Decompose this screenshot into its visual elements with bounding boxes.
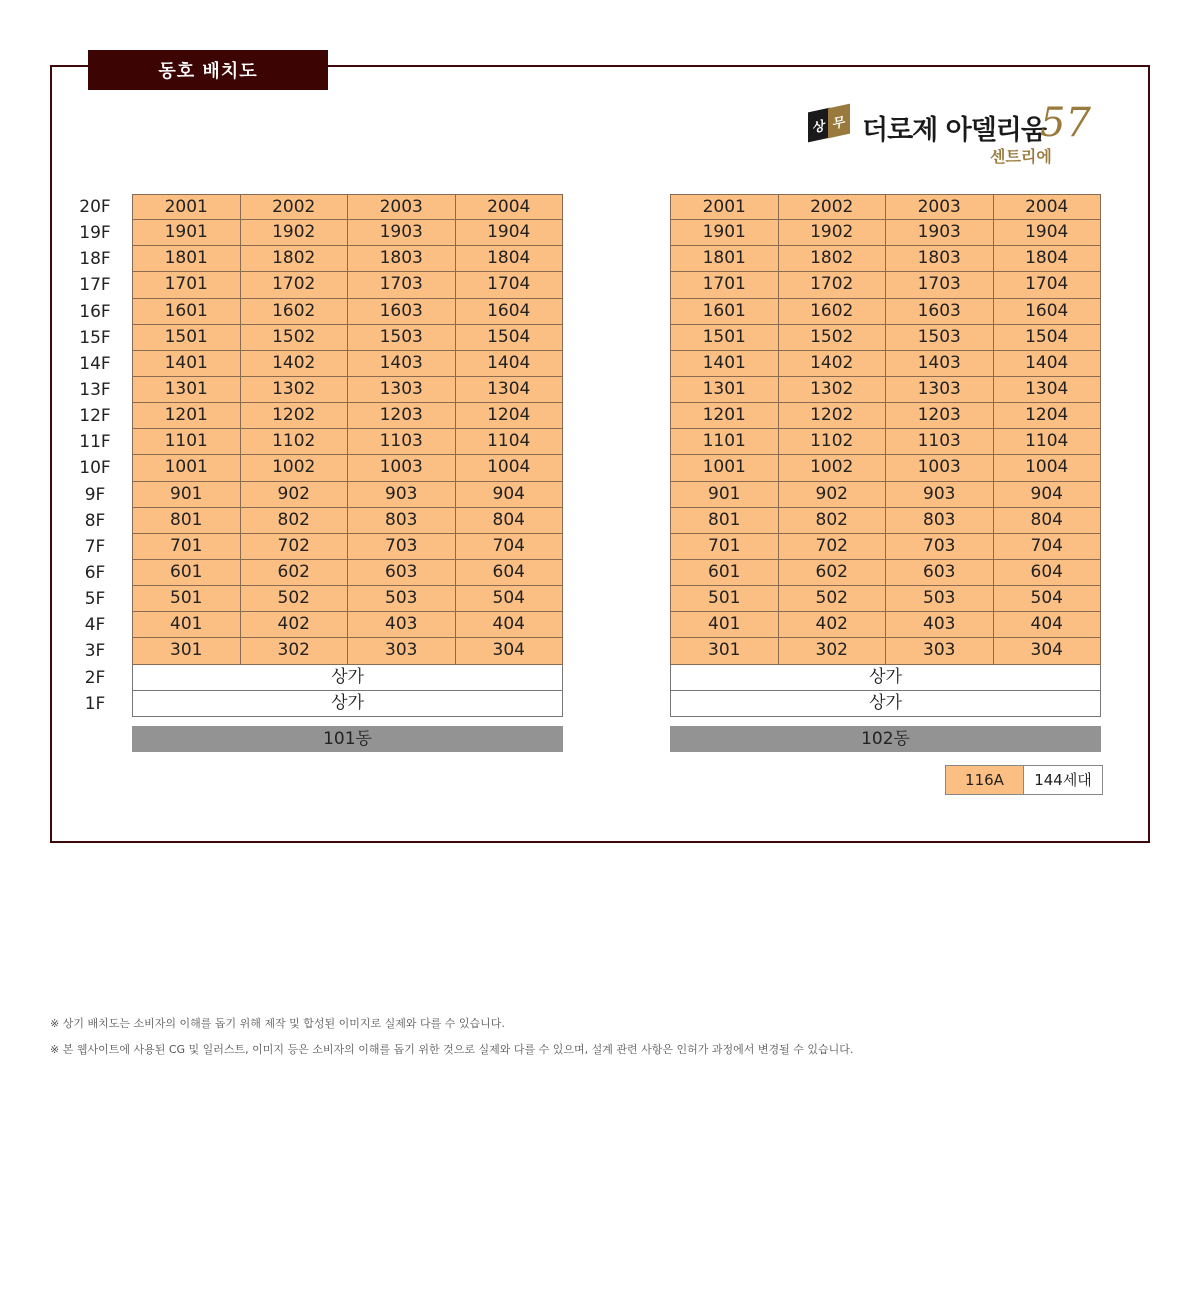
floor-row: [132, 220, 563, 246]
unit-cell: 1804: [994, 246, 1102, 272]
floor-row: [670, 194, 1101, 220]
floor-row: [670, 586, 1101, 612]
unit-cell: 2004: [456, 194, 564, 220]
brand-logo: [806, 100, 1096, 170]
unit-cell: 401: [132, 612, 241, 638]
floor-row: [670, 351, 1101, 377]
unit-cell: 403: [348, 612, 456, 638]
unit-cell: 1903: [886, 220, 994, 246]
floor-label: 9F: [84, 484, 106, 505]
unit-cell: 501: [132, 586, 241, 612]
floor-row: [132, 377, 563, 403]
unit-cell: 1703: [886, 272, 994, 298]
logo-number: 57: [1040, 100, 1091, 146]
unit-cell: 701: [670, 534, 779, 560]
unit-cell: 1503: [886, 325, 994, 351]
unit-cell: 1701: [670, 272, 779, 298]
floor-label: 15F: [79, 327, 111, 348]
unit-cell: 1101: [132, 429, 241, 455]
logo-badge-sang: 상: [808, 108, 830, 143]
floor-label: 13F: [79, 379, 111, 400]
unit-cell: 1802: [779, 246, 887, 272]
unit-cell: 802: [779, 508, 887, 534]
unit-cell: 1802: [241, 246, 349, 272]
unit-cell: 501: [670, 586, 779, 612]
floor-label: 1F: [84, 693, 106, 714]
unit-cell: 703: [348, 534, 456, 560]
floor-label: 14F: [79, 353, 111, 374]
unit-cell: 802: [241, 508, 349, 534]
unit-cell: 601: [132, 560, 241, 586]
unit-cell: 2001: [132, 194, 241, 220]
unit-cell: 2002: [241, 194, 349, 220]
floor-row: [670, 377, 1101, 403]
unit-cell: 1803: [348, 246, 456, 272]
unit-cell: 1702: [779, 272, 887, 298]
legend-unit-type: 116A: [946, 766, 1024, 794]
unit-cell: 402: [779, 612, 887, 638]
floor-labels: [74, 194, 116, 717]
floor-row: [132, 299, 563, 325]
unit-cell: 704: [456, 534, 564, 560]
unit-cell: 1203: [886, 403, 994, 429]
unit-cell: 904: [456, 482, 564, 508]
unit-cell: 502: [241, 586, 349, 612]
unit-cell: 1501: [670, 325, 779, 351]
unit-cell: 1204: [994, 403, 1102, 429]
unit-cell: 602: [779, 560, 887, 586]
unit-cell: 1902: [779, 220, 887, 246]
unit-cell: 703: [886, 534, 994, 560]
unit-cell: 1901: [132, 220, 241, 246]
floor-label: 11F: [79, 432, 111, 453]
unit-cell: 801: [670, 508, 779, 534]
floor-label: 8F: [84, 510, 106, 531]
shop-row: 상가: [670, 665, 1101, 691]
unit-cell: 901: [132, 482, 241, 508]
unit-cell: 1804: [456, 246, 564, 272]
floor-label: 10F: [79, 458, 111, 479]
floor-row: [132, 612, 563, 638]
floor-label: 19F: [79, 223, 111, 244]
floor-row: [132, 560, 563, 586]
floor-row: [670, 612, 1101, 638]
unit-cell: 1001: [670, 455, 779, 481]
unit-cell: 2003: [886, 194, 994, 220]
unit-cell: 1001: [132, 455, 241, 481]
logo-badge-mu: 무: [828, 104, 850, 139]
unit-cell: 1602: [241, 299, 349, 325]
floor-row: [670, 455, 1101, 481]
unit-cell: 1504: [994, 325, 1102, 351]
unit-cell: 1202: [779, 403, 887, 429]
disclaimer-note: ※ 본 웹사이트에 사용된 CG 및 일러스트, 이미지 등은 소비자의 이해를 돕기 위한 것으로 실제와 다를 수 있으며, 설계 관련 사항은 인허가 과정에서 변경될 수 있습니다.: [50, 1043, 854, 1056]
unit-cell: 1002: [779, 455, 887, 481]
unit-cell: 301: [132, 638, 241, 664]
unit-cell: 902: [779, 482, 887, 508]
unit-cell: 702: [241, 534, 349, 560]
floor-label: 16F: [79, 301, 111, 322]
unit-cell: 1403: [886, 351, 994, 377]
floor-label: 5F: [84, 589, 106, 610]
floor-label: 2F: [84, 667, 106, 688]
floor-row: [670, 246, 1101, 272]
unit-cell: 603: [886, 560, 994, 586]
unit-cell: 804: [994, 508, 1102, 534]
unit-cell: 1202: [241, 403, 349, 429]
floor-row: [670, 325, 1101, 351]
floor-row: [132, 455, 563, 481]
unit-cell: 1003: [886, 455, 994, 481]
unit-cell: 1902: [241, 220, 349, 246]
floor-label: 7F: [84, 536, 106, 557]
unit-cell: 1003: [348, 455, 456, 481]
unit-cell: 301: [670, 638, 779, 664]
logo-name: 더로제 아델리움: [862, 115, 1046, 146]
unit-cell: 1401: [670, 351, 779, 377]
unit-cell: 1204: [456, 403, 564, 429]
unit-cell: 1904: [994, 220, 1102, 246]
floor-row: [132, 272, 563, 298]
unit-cell: 1103: [348, 429, 456, 455]
unit-cell: 1203: [348, 403, 456, 429]
floor-row: [670, 220, 1101, 246]
floor-label: 20F: [79, 197, 111, 217]
floor-row: [670, 272, 1101, 298]
unit-cell: 1302: [241, 377, 349, 403]
unit-cell: 903: [348, 482, 456, 508]
unit-cell: 1404: [456, 351, 564, 377]
floor-label: 17F: [79, 275, 111, 296]
unit-cell: 504: [994, 586, 1102, 612]
unit-cell: 902: [241, 482, 349, 508]
unit-cell: 1702: [241, 272, 349, 298]
floor-row: [132, 534, 563, 560]
unit-cell: 1703: [348, 272, 456, 298]
unit-cell: 503: [348, 586, 456, 612]
unit-cell: 1803: [886, 246, 994, 272]
unit-cell: 1801: [132, 246, 241, 272]
unit-cell: 2004: [994, 194, 1102, 220]
unit-cell: 804: [456, 508, 564, 534]
unit-cell: 1102: [241, 429, 349, 455]
building-101-grid: [132, 194, 563, 717]
unit-cell: 901: [670, 482, 779, 508]
floor-label: 6F: [84, 562, 106, 583]
building-102-label: 102동: [670, 726, 1101, 752]
unit-cell: 404: [994, 612, 1102, 638]
floor-row: [132, 246, 563, 272]
unit-cell: 903: [886, 482, 994, 508]
unit-cell: 304: [456, 638, 564, 664]
unit-cell: 1901: [670, 220, 779, 246]
unit-cell: 1501: [132, 325, 241, 351]
unit-cell: 303: [886, 638, 994, 664]
floor-row: [132, 429, 563, 455]
floor-row: [132, 638, 563, 664]
floor-row: [670, 482, 1101, 508]
unit-cell: 402: [241, 612, 349, 638]
floor-row: [670, 508, 1101, 534]
unit-cell: 404: [456, 612, 564, 638]
unit-cell: 1603: [886, 299, 994, 325]
legend-household-count: 144세대: [1024, 766, 1102, 794]
building-102-grid: [670, 194, 1101, 717]
floor-row: [132, 508, 563, 534]
floor-row: [132, 482, 563, 508]
unit-cell: 1303: [348, 377, 456, 403]
unit-cell: 1401: [132, 351, 241, 377]
unit-cell: 1504: [456, 325, 564, 351]
floor-row: [670, 638, 1101, 664]
unit-cell: 604: [994, 560, 1102, 586]
unit-cell: 1404: [994, 351, 1102, 377]
unit-cell: 1601: [132, 299, 241, 325]
unit-cell: 1301: [670, 377, 779, 403]
unit-cell: 403: [886, 612, 994, 638]
floor-row: [670, 299, 1101, 325]
unit-cell: 1402: [241, 351, 349, 377]
unit-cell: 1002: [241, 455, 349, 481]
floor-row: [670, 403, 1101, 429]
floor-row: [132, 351, 563, 377]
floor-row: [670, 534, 1101, 560]
unit-cell: 604: [456, 560, 564, 586]
building-101-label: 101동: [132, 726, 563, 752]
unit-cell: 1604: [456, 299, 564, 325]
disclaimer-note: ※ 상기 배치도는 소비자의 이해를 돕기 위해 제작 및 합성된 이미지로 실제와 다를 수 있습니다.: [50, 1017, 505, 1030]
unit-cell: 801: [132, 508, 241, 534]
unit-cell: 1104: [456, 429, 564, 455]
unit-cell: 1101: [670, 429, 779, 455]
unit-cell: 502: [779, 586, 887, 612]
unit-cell: 1503: [348, 325, 456, 351]
unit-cell: 503: [886, 586, 994, 612]
unit-cell: 702: [779, 534, 887, 560]
unit-cell: 504: [456, 586, 564, 612]
page-title: 동호 배치도: [88, 50, 328, 90]
unit-cell: 303: [348, 638, 456, 664]
unit-cell: 1104: [994, 429, 1102, 455]
unit-cell: 1502: [241, 325, 349, 351]
logo-subtitle: 센트리에: [990, 147, 1052, 166]
unit-cell: 1601: [670, 299, 779, 325]
legend: [945, 765, 1103, 795]
shop-row: 상가: [670, 691, 1101, 717]
disclaimer-notes: [50, 1014, 853, 1066]
shop-row: 상가: [132, 691, 563, 717]
unit-cell: 602: [241, 560, 349, 586]
unit-cell: 302: [241, 638, 349, 664]
floor-row: [132, 325, 563, 351]
unit-cell: 1302: [779, 377, 887, 403]
unit-cell: 1303: [886, 377, 994, 403]
floor-label: 4F: [84, 615, 106, 636]
floor-label: 18F: [79, 249, 111, 270]
unit-cell: 803: [886, 508, 994, 534]
unit-cell: 1304: [456, 377, 564, 403]
unit-cell: 2003: [348, 194, 456, 220]
unit-cell: 603: [348, 560, 456, 586]
unit-cell: 1603: [348, 299, 456, 325]
unit-cell: 1602: [779, 299, 887, 325]
unit-cell: 1201: [670, 403, 779, 429]
unit-cell: 1701: [132, 272, 241, 298]
unit-cell: 803: [348, 508, 456, 534]
unit-cell: 701: [132, 534, 241, 560]
unit-cell: 1801: [670, 246, 779, 272]
unit-cell: 1301: [132, 377, 241, 403]
floor-row: [132, 403, 563, 429]
shop-row: 상가: [132, 665, 563, 691]
unit-cell: 2002: [779, 194, 887, 220]
floor-label: 12F: [79, 406, 111, 427]
unit-cell: 1004: [456, 455, 564, 481]
unit-cell: 401: [670, 612, 779, 638]
unit-cell: 2001: [670, 194, 779, 220]
floor-row: [132, 194, 563, 220]
unit-cell: 1304: [994, 377, 1102, 403]
unit-cell: 601: [670, 560, 779, 586]
unit-cell: 1502: [779, 325, 887, 351]
floor-row: [132, 586, 563, 612]
unit-cell: 1604: [994, 299, 1102, 325]
unit-cell: 1103: [886, 429, 994, 455]
unit-cell: 1403: [348, 351, 456, 377]
unit-cell: 1004: [994, 455, 1102, 481]
unit-cell: 1402: [779, 351, 887, 377]
floor-row: [670, 560, 1101, 586]
unit-cell: 1704: [456, 272, 564, 298]
unit-cell: 704: [994, 534, 1102, 560]
unit-cell: 1704: [994, 272, 1102, 298]
unit-cell: 304: [994, 638, 1102, 664]
floor-label: 3F: [84, 641, 106, 662]
unit-cell: 1903: [348, 220, 456, 246]
unit-cell: 1904: [456, 220, 564, 246]
unit-cell: 904: [994, 482, 1102, 508]
unit-cell: 1201: [132, 403, 241, 429]
unit-cell: 1102: [779, 429, 887, 455]
unit-cell: 302: [779, 638, 887, 664]
floor-row: [670, 429, 1101, 455]
